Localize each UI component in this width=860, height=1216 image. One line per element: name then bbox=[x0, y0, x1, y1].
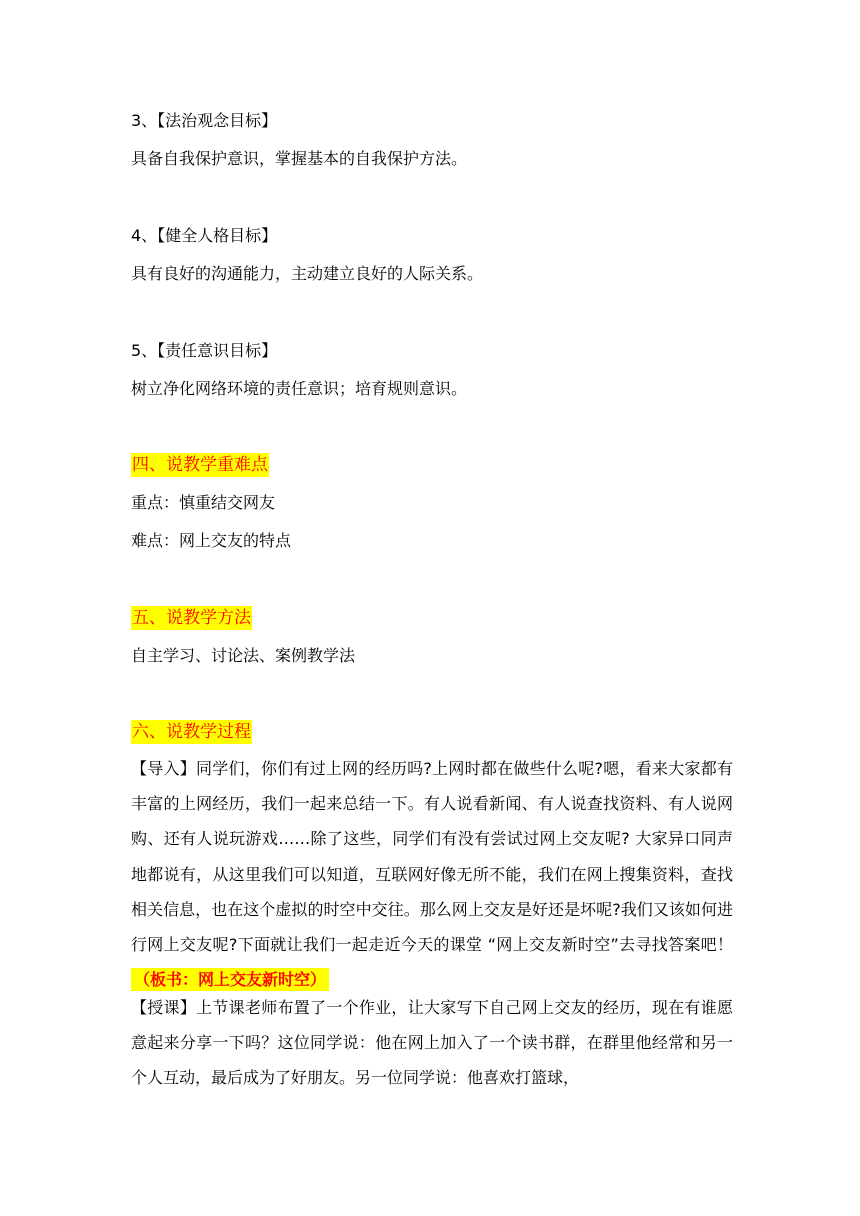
goal-3-description: 具备自我保护意识，掌握基本的自我保护方法。 bbox=[131, 149, 468, 168]
section-4-heading: 四、说教学重难点 bbox=[132, 455, 268, 475]
goal-4-title: 4、【健全人格目标】 bbox=[131, 226, 278, 245]
section-5-heading-row bbox=[131, 608, 252, 628]
board-note: （板书：网上交友新时空） bbox=[131, 968, 329, 991]
goal-3-title: 3、【法治观念目标】 bbox=[131, 111, 278, 130]
intro-tag: 【导入】 bbox=[131, 759, 196, 778]
lecture-text: 上节课老师布置了一个作业，让大家写下自己网上交友的经历，现在有谁愿意起来分享一下吗？这位同学说：他在网上加入了一个读书群，在群里他经常和另一个人互动，最后成为了好朋友。另一位同学说：他喜欢打篮球， bbox=[131, 998, 733, 1088]
key-point: 重点：慎重结交网友 bbox=[131, 493, 276, 512]
teaching-methods: 自主学习、讨论法、案例教学法 bbox=[131, 646, 356, 665]
lecture-tag: 【授课】 bbox=[131, 998, 197, 1017]
section-6-heading: 六、说教学过程 bbox=[132, 722, 251, 742]
difficult-point: 难点：网上交友的特点 bbox=[131, 531, 292, 550]
goal-4-description: 具有良好的沟通能力，主动建立良好的人际关系。 bbox=[131, 264, 484, 283]
goal-5-title: 5、【责任意识目标】 bbox=[131, 341, 278, 360]
intro-paragraph bbox=[131, 751, 733, 997]
intro-text: 同学们，你们有过上网的经历吗?上网时都在做些什么呢?嗯，看来大家都有丰富的上网经历，我们一起来总结一下。有人说看新闻、有人说查找资料、有人说网购、还有人说玩游戏……除了这些，同学们有没有尝试过网上交友呢? 大家异口同声地都说有，从这里我们可以知道，互联网好像无所不能，我们在网上搜集资料，查找相关信息，也在这个虚拟的时空中交往。那么网上交友是好还是坏呢?我们又该如何进行网上交友呢?下面就让我们一起走近今天的课堂 “网上交友新时空”去寻找答案吧！ bbox=[131, 759, 733, 955]
goal-5-description: 树立净化网络环境的责任意识；培育规则意识。 bbox=[131, 379, 468, 398]
section-6-heading-row bbox=[131, 722, 252, 742]
section-4-heading-row bbox=[131, 455, 269, 475]
section-5-heading: 五、说教学方法 bbox=[132, 608, 251, 628]
lecture-paragraph bbox=[131, 990, 733, 1096]
